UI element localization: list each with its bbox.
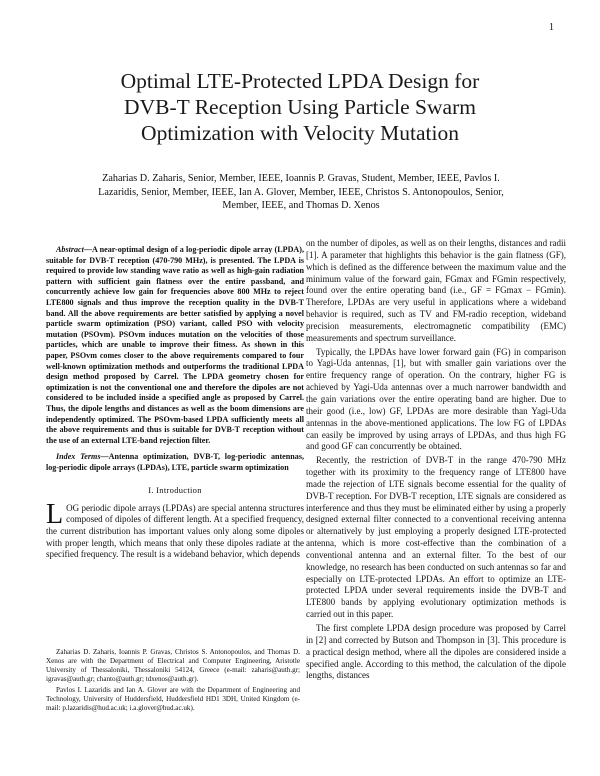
abstract-text: —A near-optimal design of a log-periodic dipole array (LPDA), suitable for DVB-T reception (470-790 MHz), is presented. The LPDA is required to provide low standing wave ratio as well as high-gain radiation pattern with sufficient gain flatness over the entire passband, and concurrently achieve low gain for frequencies above 800 MHz to reject LTE800 signals and thus improve the reception quality in the DVB-T band. All the above requirements are better satisfied by applying a novel particle swarm optimization (PSO) variant, called PSO with velocity mutation (PSOvm). PSOvm induces mutation on the velocities of those particles, which are unable to improve their fitness. As shown in this paper, PSOvm comes closer to the above requirements compared to four well-known optimization methods and outperforms the traditional LPDA design method proposed by Carrel. The LPDA geometry chosen for optimization is not the conventional one and therefore the dipoles are not considered to be included inside a specified angle as proposed by Carrel. Thus, the dipole lengths and distances as well as the boom dimensions are independently optimized. The PSOvm-based LPDA sufficiently meets all the above requirements and thus is suitable for DVB-T reception without the use of an external LTE-band rejection filter. <box>46 245 304 445</box>
author-line-3: Member, IEEE, and Thomas D. Xenos <box>222 200 380 212</box>
index-terms-label: Index Terms <box>56 452 101 462</box>
footnote-affiliation-2: Pavlos I. Lazaridis and Ian A. Glover are with the Department of Engineering and Technology, University of Huddersfield, Huddersfield HD1 3DH, United Kingdom (e-mail: p.lazaridis@hud.ac.uk; i.a.glover@hud.ac.uk). <box>46 686 300 712</box>
page-number: 1 <box>549 22 554 33</box>
index-terms <box>46 452 304 473</box>
abstract <box>46 245 304 446</box>
right-paragraph-4: The first complete LPDA design procedure was proposed by Carrel in [2] and corrected by Butson and Thompson in [3]. This procedure is a practical design method, where all the dipoles are considered inside a specified angle. According to this method, the calculation of the dipole lengths, distances <box>306 623 566 681</box>
right-paragraph-3: Recently, the restriction of DVB-T in the range 470-790 MHz together with its proximity to the frequency range of LTE800 have made the rejection of LTE signals become essential for the quality of DVB-T reception. For DVB-T reception, LTE signals are considered as interference and thus they must be eliminated either by using a properly designed external filter connected to a conventional receiving antenna or alternatively by just employing a properly designed LTE-protected antenna, which is more cost-effective than the combination of a conventional antenna and an external filter. To the best of our knowledge, no research has been conducted on such antennas so far and especially on LTE-protected LPDAs. An effort to optimize an LTE-protected LPDA under several requirements inside the DVB-T and LTE800 bands by applying evolutionary optimization methods is carried out in this paper. <box>306 455 566 620</box>
index-terms-text: —Antenna optimization, DVB-T, log-periodic antennas, log-periodic dipole arrays (LPDAs), LTE, particle swarm optimization <box>46 452 304 472</box>
author-line-2: Lazaridis, Senior, Member, IEEE, Ian A. Glover, Member, IEEE, Christos S. Antonopoulos, Senior, <box>98 186 504 198</box>
right-paragraph-2: Typically, the LPDAs have lower forward gain (FG) in comparison to Yagi-Uda antennas, [1], but with smaller gain variations over the entire frequency range of operation. On the contrary, higher FG is achieved by Yagi-Uda antennas over a much narrower bandwidth and the gain variations over the entire operating band are higher. Due to their good (i.e., low) GF, LPDAs are more desirable than Yagi-Uda antennas in the above-mentioned applications. The low FG of LPDAs can easily be improved by using arrays of LPDAs, and thus high FG and good GF can concurrently be obtained. <box>306 346 566 452</box>
drop-cap: L <box>46 498 64 530</box>
right-column <box>306 238 566 684</box>
intro-paragraph <box>46 498 304 561</box>
intro-text: OG periodic dipole arrays (LPDAs) are special antenna structures composed of dipoles of different length. At a specified frequency, the current distribution has important values only along some dipoles with proper length, which means that only these dipoles radiate at the specified frequency. The result is a wideband behavior, which depends <box>46 502 304 560</box>
footnotes <box>46 648 300 715</box>
title-line-3: Optimization with Velocity Mutation <box>141 121 459 145</box>
paper-title <box>40 68 560 146</box>
abstract-label: Abstract <box>56 245 84 254</box>
author-line-1: Zaharias D. Zaharis, Senior, Member, IEEE, Ioannis P. Gravas, Student, Member, IEEE, Pavlos I. <box>102 173 500 184</box>
right-paragraph-1: on the number of dipoles, as well as on their lengths, distances and radii [1]. A parameter that highlights this behavior is the gain flatness (GF), which is defined as the difference between the maximum value and the minimum value of the forward gain, FGmax and FGmin respectively, found over the entire operating band (i.e., GF = FGmax − FGmin). Therefore, LPDAs are very useful in applications where a wideband behavior is required, such as TV and FM-radio reception, wideband precision measurements, electromagnetic compatibility (EMC) measurements and spectrum surveillance. <box>306 238 566 343</box>
author-list <box>78 172 524 213</box>
footnote-affiliation-1: Zaharias D. Zaharis, Ioannis P. Gravas, Christos S. Antonopoulos, and Thomas D. Xenos are with the Department of Electrical and Computer Engineering, Aristotle University of Thessaloniki, Thessaloniki 54124, Greece (e-mail: zaharis@auth.gr; igravas@auth.gr; chanto@auth.gr; tdxenos@auth.gr). <box>46 648 300 683</box>
left-column <box>46 245 304 563</box>
title-line-2: DVB-T Reception Using Particle Swarm <box>124 95 476 119</box>
section-heading: I. Introduction <box>148 485 202 496</box>
title-line-1: Optimal LTE-Protected LPDA Design for <box>120 69 480 93</box>
